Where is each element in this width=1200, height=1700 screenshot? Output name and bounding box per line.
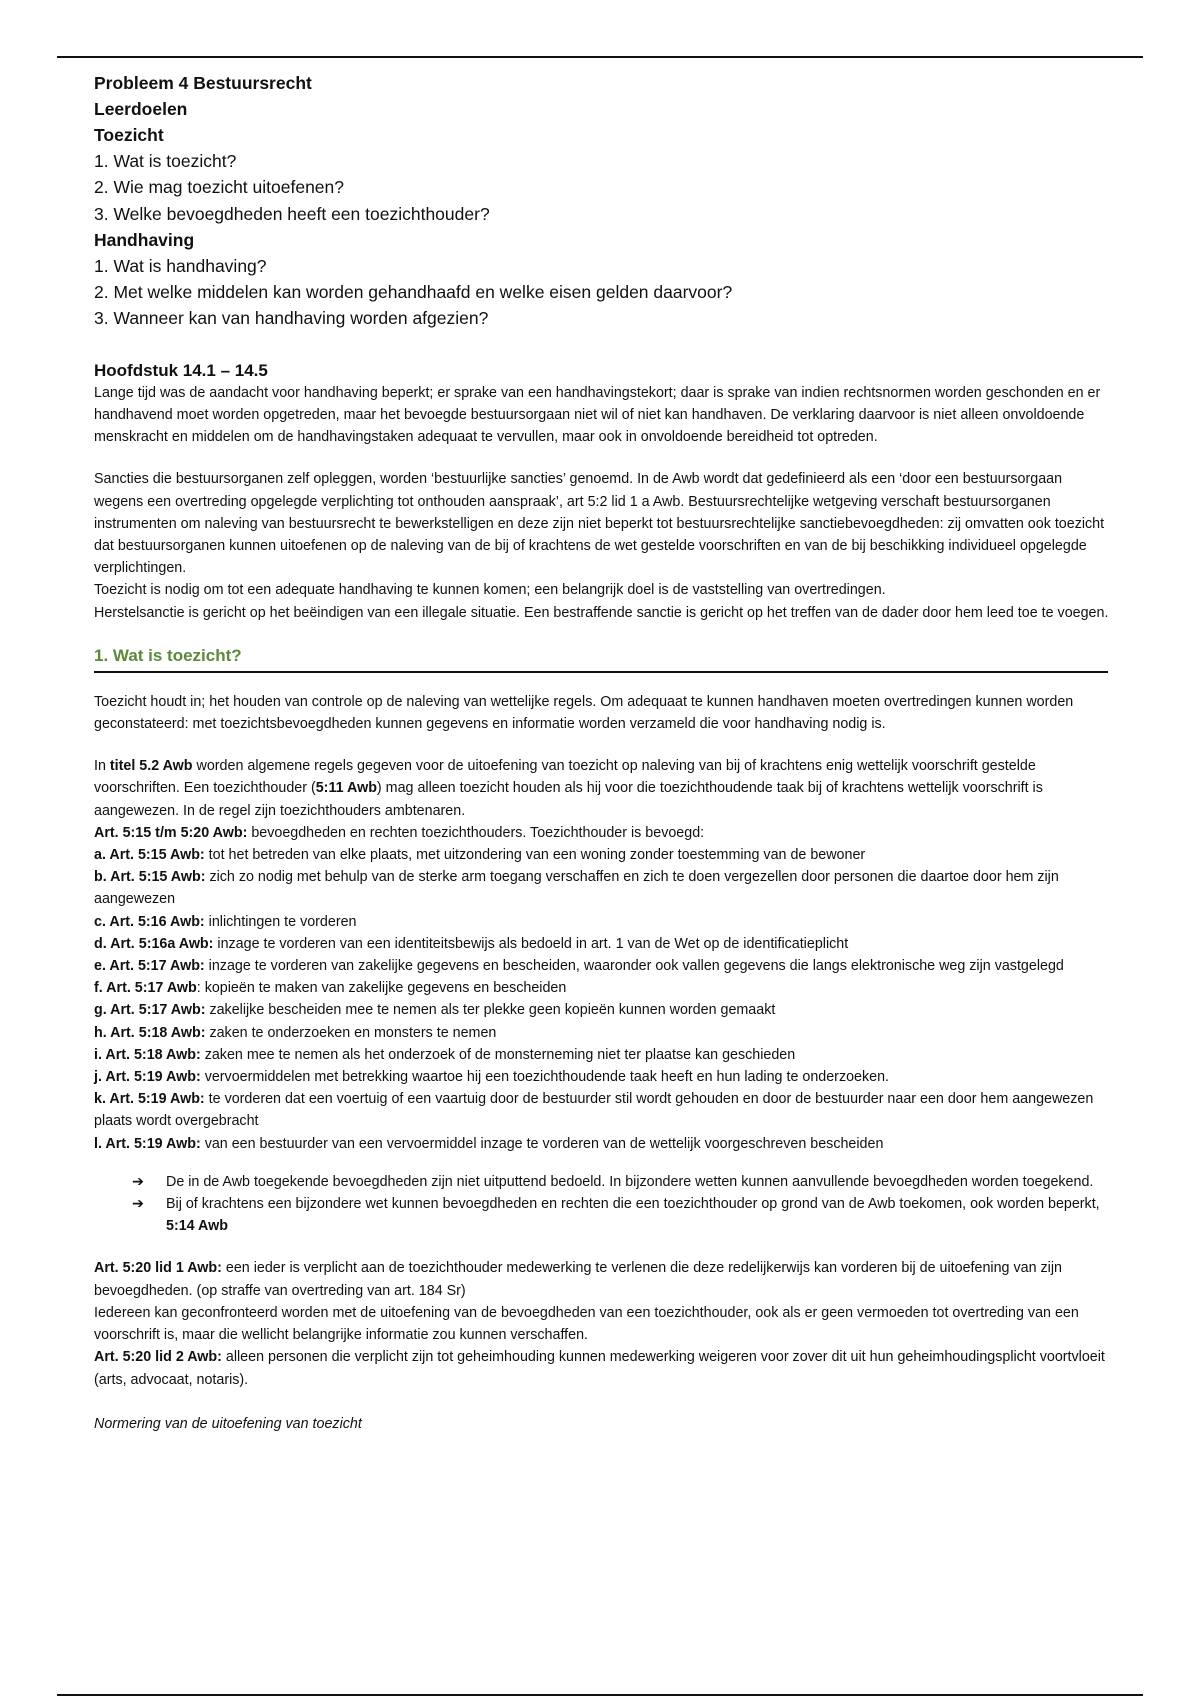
- list-item: i. Art. 5:18 Awb: zaken mee te nemen als het onderzoek of de monsterneming niet ter plaatse kan geschieden: [94, 1046, 796, 1063]
- list-item: 1. Wat is toezicht?: [94, 151, 237, 171]
- list-item: 2. Wie mag toezicht uitoefenen?: [94, 177, 345, 198]
- list-item: a. Art. 5:15 Awb: tot het betreden van elke plaats, met uitzondering van een woning zonder toestemming van de bewoner: [94, 847, 866, 864]
- list-item: l. Art. 5:19 Awb: van een bestuurder van een vervoermiddel inzage te vorderen van de wettelijk voorgeschreven bescheiden: [94, 1135, 884, 1152]
- handhaving-heading: Handhaving: [94, 229, 195, 250]
- chapter-paragraph-4: Herstelsanctie is gericht op het beëindigen van een illegale situatie. Een bestraffende sanctie is gericht op het treffen van de dader door hem leed toe te voegen.: [94, 604, 1109, 621]
- arrow-notes: [94, 1171, 1114, 1238]
- list-item: f. Art. 5:17 Awb: kopieën te maken van zakelijke gegevens en bescheiden: [94, 980, 567, 997]
- document-title: Probleem 4 Bestuursrecht: [94, 73, 312, 93]
- list-item: 3. Welke bevoegdheden heeft een toezichthouder?: [94, 203, 490, 224]
- lid2-paragraph: Art. 5:20 lid 2 Awb: alleen personen die verplicht zijn tot geheimhouding kunnen medewerking weigeren voor zover dit uit hun geheimhoudingsplicht voortvloeit (arts, advocaat, notaris).: [94, 1349, 1105, 1388]
- chapter-paragraph-1: Lange tijd was de aandacht voor handhaving beperkt; er sprake van een handhavingstekort; daar is sprake van indien rechtsnormen worden geschonden en er handhavend moet worden opgetreden, maar het bevoegde bestuursorgaan niet wil of niet kan handhaven. De verklaring daarvoor is niet alleen onvoldoende menskracht en middelen om de handhavingstaken adequaat te vervullen, maar ook in onvoldoende bereidheid tot optreden.: [94, 384, 1101, 446]
- powers-list: [94, 844, 1114, 1155]
- list-item: k. Art. 5:19 Awb: te vorderen dat een voertuig of een vaartuig door de bestuurder stil wordt gehouden en door de bestuurder naar een door hem aangewezen plaats wordt overgebracht: [94, 1091, 1094, 1130]
- normering-subheading: Normering van de uitoefening van toezicht: [94, 1415, 362, 1432]
- arrow-icon: ➔: [132, 1173, 144, 1190]
- toezicht-goals: [94, 148, 1114, 227]
- top-rule: [57, 56, 1143, 58]
- chapter-paragraph-2: Sancties die bestuursorganen zelf opleggen, worden ‘bestuurlijke sancties’ genoemd. In de Awb wordt dat gedefinieerd als een ‘door een bestuursorgaan wegens een overtreding opgelegde verplichting tot onthouden aanspraak’, art 5:2 lid 1 a Awb. Bestuursrechtelijke wetgeving verschaft bestuursorganen instrumenten om naleving van bestuursrecht te bewerkstelligen en deze zijn niet beperkt tot bestuursrechtelijke sanctiebevoegdheden: zij omvatten ook toezicht dat bestuursorganen kunnen uitoefenen op de naleving van de bij of krachtens de wet gestelde voorschriften en van de bij beschikking individueel opgelegde verplichtingen.: [94, 471, 1105, 577]
- list-item: c. Art. 5:16 Awb: inlichtingen te vorderen: [94, 913, 357, 930]
- titel-paragraph: In titel 5.2 Awb worden algemene regels gegeven voor de uitoefening van toezicht op naleving van bij of krachtens enig wettelijk voorschrift gestelde voorschriften. Een toezichthouder (5:11 Awb) mag alleen toezicht houden als hij voor die toezichthoudende taak bij of krachtens wettelijk voorschrift is aangewezen. In de regel zijn toezichthouders ambtenaren.: [94, 758, 1043, 819]
- toezicht-heading: Toezicht: [94, 125, 164, 145]
- chapter-heading: Hoofdstuk 14.1 – 14.5: [94, 360, 268, 380]
- section-heading: 1. Wat is toezicht?: [94, 645, 242, 665]
- bottom-rule: [57, 1694, 1143, 1696]
- list-item: d. Art. 5:16a Awb: inzage te vorderen van een identiteitsbewijs als bedoeld in art. 1 van de Wet op de identificatieplicht: [94, 935, 849, 952]
- powers-intro: Art. 5:15 t/m 5:20 Awb: bevoegdheden en rechten toezichthouders. Toezichthouder is bevoegd:: [94, 824, 705, 841]
- list-item: j. Art. 5:19 Awb: vervoermiddelen met betrekking waartoe hij een toezichthoudende taak heeft en hun lading te onderzoeken.: [94, 1069, 890, 1086]
- list-item: e. Art. 5:17 Awb: inzage te vorderen van zakelijke gegevens en bescheiden, waaronder ook vallen gegevens die langs elektronische weg zijn vastgelegd: [94, 958, 1064, 975]
- list-item: h. Art. 5:18 Awb: zaken te onderzoeken en monsters te nemen: [94, 1024, 497, 1041]
- document-body: [94, 70, 1114, 1435]
- list-item: g. Art. 5:17 Awb: zakelijke bescheiden mee te nemen als ter plekke geen kopieën kunnen worden gemaakt: [94, 1002, 776, 1019]
- iedereen-paragraph: Iedereen kan geconfronteerd worden met de uitoefening van de bevoegdheden van een toezichthouder, ook als er geen vermoeden tot overtreding van een voorschrift is, maar die wellicht belangrijke informatie zou kunnen verschaffen.: [94, 1304, 1079, 1344]
- arrow-note: ➔ Bij of krachtens een bijzondere wet kunnen bevoegdheden en rechten die een toezichthouder op grond van de Awb toekomen, ook worden beperkt, 5:14 Awb: [132, 1193, 1114, 1237]
- arrow-icon: ➔: [132, 1196, 144, 1213]
- list-item: 3. Wanneer kan van handhaving worden afgezien?: [94, 308, 489, 329]
- lid1-paragraph: Art. 5:20 lid 1 Awb: een ieder is verplicht aan de toezichthouder medewerking te verlenen die deze redelijkerwijs kan vorderen bij de uitoefening van zijn bevoegdheden. (op straffe van overtreding van art. 184 Sr): [94, 1260, 1062, 1299]
- handhaving-goals: [94, 253, 1114, 332]
- leerdoelen-heading: Leerdoelen: [94, 99, 188, 119]
- section-intro: Toezicht houdt in; het houden van controle op de naleving van wettelijke regels. Om adequaat te kunnen handhaven moeten overtredingen kunnen worden geconstateerd: met toezichtsbevoegdheden kunnen gegevens en informatie worden verzameld die voor handhaving nodig is.: [94, 693, 1074, 733]
- list-item: 1. Wat is handhaving?: [94, 255, 267, 276]
- arrow-note: ➔ De in de Awb toegekende bevoegdheden zijn niet uitputtend bedoeld. In bijzondere wetten kunnen aanvullende bevoegdheden worden toegekend.: [132, 1171, 1114, 1193]
- chapter-paragraph-3: Toezicht is nodig om tot een adequate handhaving te kunnen komen; een belangrijk doel is de vaststelling van overtredingen.: [94, 582, 886, 599]
- list-item: 2. Met welke middelen kan worden gehandhaafd en welke eisen gelden daarvoor?: [94, 282, 733, 303]
- list-item: b. Art. 5:15 Awb: zich zo nodig met behulp van de sterke arm toegang verschaffen en zich te doen vergezellen door personen die daartoe door hem zijn aangewezen: [94, 869, 1059, 908]
